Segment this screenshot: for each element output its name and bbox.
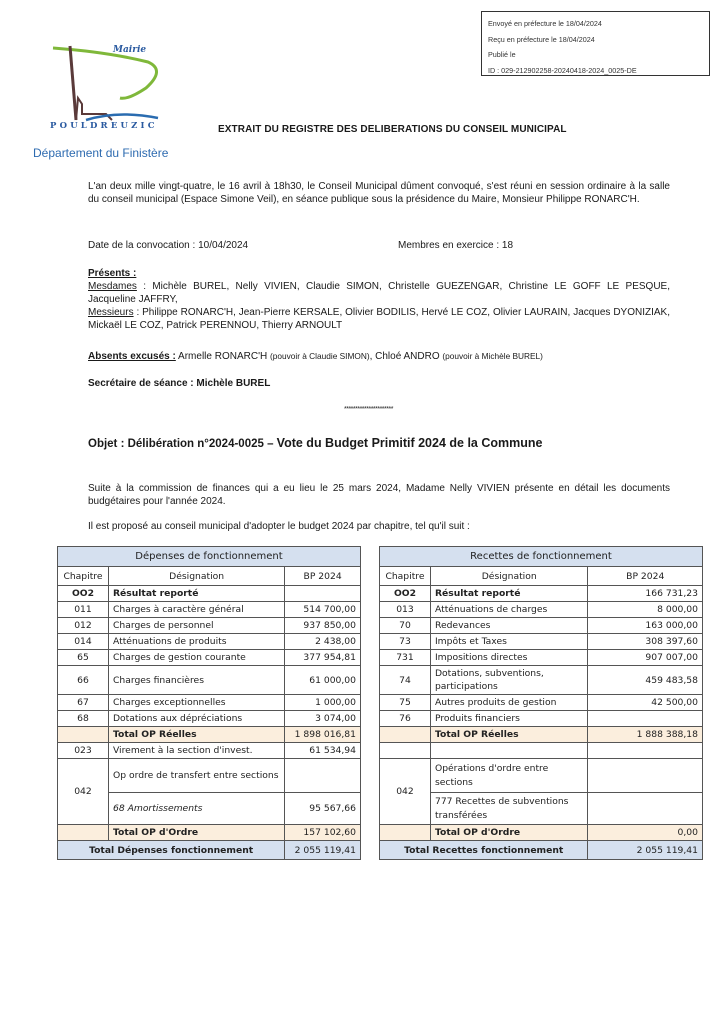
mesdames-label: Mesdames — [88, 281, 137, 292]
stamp-id: ID : 029-212902258-20240418-2024_0025-DE — [488, 65, 637, 75]
total-label: Total OP d'Ordre — [108, 825, 284, 841]
chapitre: OO2 — [58, 586, 109, 602]
depenses-title: Dépenses de fonctionnement — [58, 547, 361, 567]
col-designation: Désignation — [108, 567, 284, 586]
table-row — [58, 634, 361, 650]
logo-mairie-text: Mairie — [113, 45, 147, 55]
designation: Autres produits de gestion — [430, 695, 587, 711]
designation: Redevances — [430, 618, 587, 634]
chapitre: 023 — [58, 743, 109, 759]
designation: Charges exceptionnelles — [108, 695, 284, 711]
department-name: Département du Finistère — [33, 146, 169, 160]
messieurs-label: Messieurs — [88, 307, 134, 318]
total-label: Total OP d'Ordre — [430, 825, 587, 841]
table-row — [58, 695, 361, 711]
total-ordre-row — [58, 825, 361, 841]
intro-paragraph: L'an deux mille vingt-quatre, le 16 avril à 18h30, le Conseil Municipal dûment convoqué, s'est réuni en session ordinaire à la salle du conseil municipal (Espace Simone Veil), en séance publique sous la présidence du Maire, Monsieur Philippe RONARC'H. — [88, 181, 670, 205]
presents-label: Présents : — [88, 268, 137, 279]
prefecture-stamp — [481, 11, 710, 76]
stamp-published: Publié le — [488, 50, 516, 59]
table-row — [58, 711, 361, 727]
designation: Atténuations de produits — [108, 634, 284, 650]
absent-1-proxy: (pouvoir à Claudie SIMON) — [269, 351, 370, 361]
total-value: 1 898 016,81 — [285, 727, 361, 743]
empty-cell — [380, 825, 431, 841]
messieurs-line — [88, 306, 670, 332]
table-row — [380, 634, 703, 650]
grand-total-label: Total Recettes fonctionnement — [380, 841, 588, 860]
chapitre: 014 — [58, 634, 109, 650]
col-designation: Désignation — [430, 567, 587, 586]
empty-cell — [588, 743, 703, 759]
bp-value — [285, 759, 361, 793]
secretaire-seance: Secrétaire de séance : Michèle BUREL — [88, 378, 271, 389]
designation: Charges de personnel — [108, 618, 284, 634]
recettes-table — [379, 546, 703, 860]
convocation-line — [88, 239, 670, 252]
designation: Virement à la section d'invest. — [108, 743, 284, 759]
bp-value — [285, 586, 361, 602]
bp-value — [588, 793, 703, 825]
chapitre: 68 — [58, 711, 109, 727]
total-label: Total OP Réelles — [108, 727, 284, 743]
chapitre: 012 — [58, 618, 109, 634]
designation: Impôts et Taxes — [430, 634, 587, 650]
absents-section — [88, 350, 670, 363]
designation: Opérations d'ordre entre sections — [430, 759, 587, 793]
date-convocation: Date de la convocation : 10/04/2024 — [88, 240, 249, 251]
bp-value: 514 700,00 — [285, 602, 361, 618]
chapitre: 74 — [380, 666, 431, 695]
table-row — [380, 586, 703, 602]
col-chapitre: Chapitre — [58, 567, 109, 586]
stamp-sent: Envoyé en préfecture le 18/04/2024 — [488, 19, 602, 28]
bp-value — [588, 759, 703, 793]
bp-value: 163 000,00 — [588, 618, 703, 634]
depenses-table — [57, 546, 361, 860]
table-row — [58, 602, 361, 618]
presents-section — [88, 267, 670, 332]
recettes-column-headers — [380, 567, 703, 586]
chapitre: 67 — [58, 695, 109, 711]
chapitre: 66 — [58, 666, 109, 695]
table-row — [58, 618, 361, 634]
designation: 68 Amortissements — [108, 793, 284, 825]
bp-value: 907 007,00 — [588, 650, 703, 666]
grand-total-value: 2 055 119,41 — [588, 841, 703, 860]
table-row — [380, 650, 703, 666]
bp-value: 3 074,00 — [285, 711, 361, 727]
chapitre: 76 — [380, 711, 431, 727]
chapitre: OO2 — [380, 586, 431, 602]
designation: Charges de gestion courante — [108, 650, 284, 666]
empty-cell — [380, 743, 431, 759]
table-row — [380, 695, 703, 711]
empty-cell — [58, 727, 109, 743]
pouldreuzic-logo-icon — [48, 40, 168, 130]
total-reelles-row — [380, 727, 703, 743]
chapitre: 731 — [380, 650, 431, 666]
designation: Résultat reporté — [430, 586, 587, 602]
mesdames-line — [88, 280, 670, 306]
table-row — [380, 711, 703, 727]
designation: Op ordre de transfert entre sections — [108, 759, 284, 793]
table-row — [380, 666, 703, 695]
bp-value: 166 731,23 — [588, 586, 703, 602]
objet-heading — [88, 436, 542, 450]
designation: Charges financières — [108, 666, 284, 695]
bp-value: 1 000,00 — [285, 695, 361, 711]
chapitre: 011 — [58, 602, 109, 618]
bp-value: 308 397,60 — [588, 634, 703, 650]
designation: Charges à caractère général — [108, 602, 284, 618]
separator: ********************** — [344, 406, 393, 413]
table-row — [58, 586, 361, 602]
membres-en-exercice: Membres en exercice : 18 — [398, 240, 514, 251]
table-row — [58, 743, 361, 759]
table-row — [380, 759, 703, 793]
page-title: EXTRAIT DU REGISTRE DES DELIBERATIONS DU CONSEIL MUNICIPAL — [218, 124, 567, 135]
bp-value: 937 850,00 — [285, 618, 361, 634]
stamp-received: Reçu en préfecture le 18/04/2024 — [488, 34, 595, 44]
chapitre: 042 — [380, 759, 431, 825]
total-ordre-row — [380, 825, 703, 841]
chapitre: 70 — [380, 618, 431, 634]
table-row — [58, 666, 361, 695]
logo-town-name: POULDREUZIC — [50, 121, 158, 131]
bp-value — [588, 711, 703, 727]
table-row — [58, 759, 361, 793]
total-value: 157 102,60 — [285, 825, 361, 841]
designation: Impositions directes — [430, 650, 587, 666]
designation: Produits financiers — [430, 711, 587, 727]
bp-value: 95 567,66 — [285, 793, 361, 825]
col-chapitre: Chapitre — [380, 567, 431, 586]
empty-cell — [380, 727, 431, 743]
designation: Dotations, subventions, participations — [430, 666, 587, 695]
absents-label: Absents excusés : — [88, 351, 176, 362]
table-row — [380, 602, 703, 618]
chapitre: 73 — [380, 634, 431, 650]
bp-value: 42 500,00 — [588, 695, 703, 711]
total-value: 1 888 388,18 — [588, 727, 703, 743]
designation: 777 Recettes de subventions transférées — [430, 793, 587, 825]
propose-paragraph: Il est proposé au conseil municipal d'adopter le budget 2024 par chapitre, tel qu'il suit : — [88, 521, 470, 532]
bp-value: 459 483,58 — [588, 666, 703, 695]
absent-2-proxy: (pouvoir à Michèle BUREL) — [442, 351, 543, 361]
absent-1: Armelle RONARC'H — [175, 351, 270, 362]
total-value: 0,00 — [588, 825, 703, 841]
table-row — [58, 650, 361, 666]
grand-total-value: 2 055 119,41 — [285, 841, 361, 860]
designation: Atténuations de charges — [430, 602, 587, 618]
empty-cell — [58, 825, 109, 841]
total-label: Total OP Réelles — [430, 727, 587, 743]
absent-2: , Chloé ANDRO — [369, 351, 443, 362]
messieurs-list: : Philippe RONARC'H, Jean-Pierre KERSALE, Olivier BODILIS, Hervé LE COZ, Olivier LAURAIN, Jacques DYONIZIAK, Mickaël LE COZ, Patrick PERENNOU, Thierry ARNOULT — [88, 307, 670, 331]
chapitre: 75 — [380, 695, 431, 711]
bp-value: 8 000,00 — [588, 602, 703, 618]
designation: Résultat reporté — [108, 586, 284, 602]
bp-value: 2 438,00 — [285, 634, 361, 650]
grand-total-row — [58, 841, 361, 860]
objet-prefix: Objet : Délibération n°2024-0025 – — [88, 438, 277, 450]
empty-cell — [430, 743, 587, 759]
designation: Dotations aux dépréciations — [108, 711, 284, 727]
chapitre: 042 — [58, 759, 109, 825]
col-bp: BP 2024 — [285, 567, 361, 586]
grand-total-row — [380, 841, 703, 860]
suite-paragraph: Suite à la commission de finances qui a eu lieu le 25 mars 2024, Madame Nelly VIVIEN présente en détail les documents budgétaires pour l'année 2024. — [88, 483, 670, 507]
grand-total-label: Total Dépenses fonctionnement — [58, 841, 285, 860]
table-row — [380, 743, 703, 759]
depenses-column-headers — [58, 567, 361, 586]
chapitre: 013 — [380, 602, 431, 618]
objet-title: Vote du Budget Primitif 2024 de la Commune — [276, 436, 543, 450]
mesdames-list: : Michèle BUREL, Nelly VIVIEN, Claudie SIMON, Christelle GUEZENGAR, Christine LE GOFF LE PESQUE, Jacqueline JAFFRY, — [88, 281, 670, 305]
table-row — [380, 618, 703, 634]
bp-value: 61 534,94 — [285, 743, 361, 759]
col-bp: BP 2024 — [588, 567, 703, 586]
chapitre: 65 — [58, 650, 109, 666]
recettes-title: Recettes de fonctionnement — [380, 547, 703, 567]
bp-value: 377 954,81 — [285, 650, 361, 666]
bp-value: 61 000,00 — [285, 666, 361, 695]
total-reelles-row — [58, 727, 361, 743]
